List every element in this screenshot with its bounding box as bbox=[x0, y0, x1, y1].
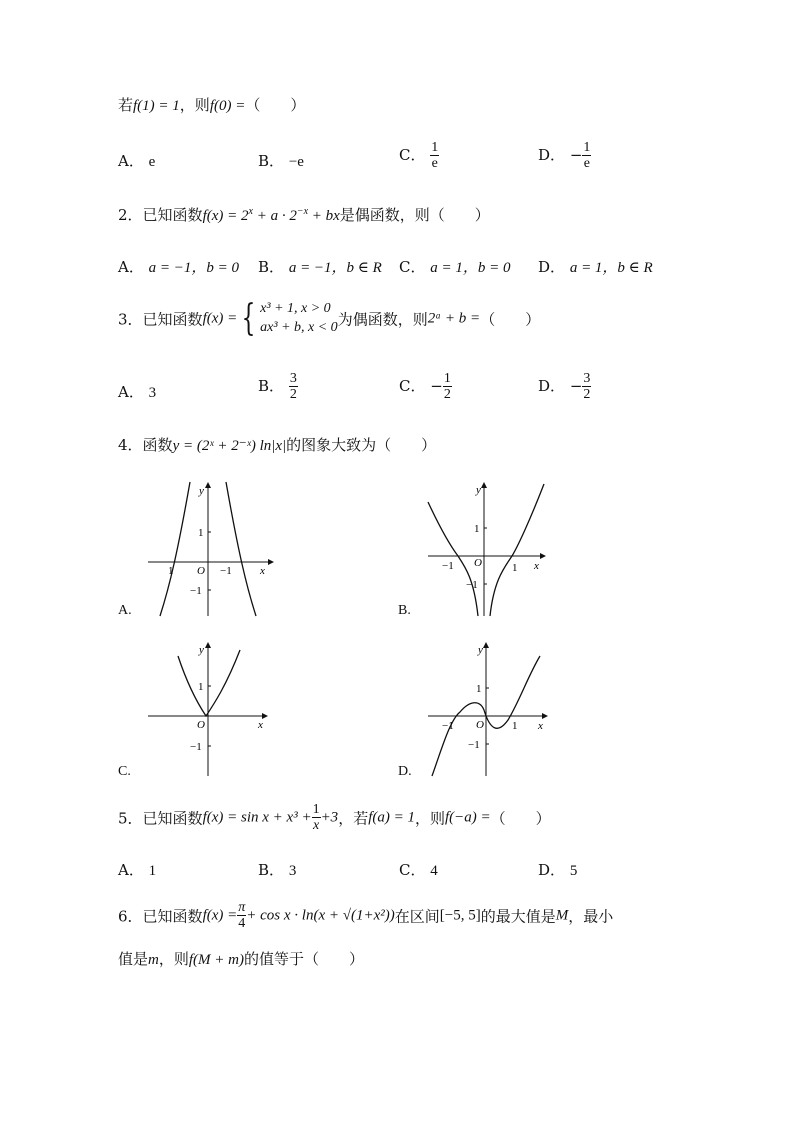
q3-stem-post: 为偶函数，则 bbox=[337, 310, 428, 329]
y-axis-arrow-icon bbox=[483, 642, 489, 648]
fraction-num: 1 bbox=[443, 371, 451, 386]
q5-option-a[interactable] bbox=[118, 859, 156, 880]
x-axis-arrow-icon bbox=[262, 713, 268, 719]
option-text: 3 bbox=[288, 863, 297, 879]
q6-min-symbol: m bbox=[148, 952, 159, 968]
fraction-num: 1 bbox=[431, 140, 439, 155]
x-tick-label: 1 bbox=[512, 562, 518, 574]
y-axis-arrow-icon bbox=[205, 482, 211, 488]
q2-exp2: −x bbox=[296, 206, 309, 217]
q5-paren: （ ） bbox=[490, 809, 551, 828]
q6-line2-post: 的值等于（ ） bbox=[243, 950, 364, 968]
q5-func-tail: +3 bbox=[320, 809, 339, 826]
q5-option-c[interactable] bbox=[399, 859, 438, 880]
y-axis-label: y bbox=[199, 485, 204, 497]
q1-stem bbox=[118, 94, 305, 115]
option-text: a = −1，b ∈ R bbox=[288, 260, 382, 276]
option-text: a = 1，b ∈ R bbox=[569, 260, 653, 276]
y-tick-label: −1 bbox=[466, 579, 478, 591]
q5-option-b[interactable] bbox=[258, 859, 296, 880]
y-axis-arrow-icon bbox=[205, 642, 211, 648]
option-sign: − bbox=[430, 376, 443, 395]
x-axis-label: x bbox=[534, 560, 539, 572]
brace-icon: { bbox=[241, 297, 256, 339]
q1-stem-mid: ，则 bbox=[179, 96, 210, 114]
y-tick-label: 1 bbox=[198, 527, 204, 539]
q3-paren: （ ） bbox=[480, 310, 541, 329]
q6-interval: [−5, 5] bbox=[439, 907, 481, 924]
q3-func: f(x) = bbox=[202, 310, 238, 327]
y-tick-label: −1 bbox=[468, 739, 480, 751]
x-axis-arrow-icon bbox=[268, 559, 274, 565]
q4-graph-d[interactable] bbox=[420, 640, 555, 780]
q1-option-c[interactable] bbox=[399, 140, 439, 172]
q3-option-b[interactable] bbox=[258, 371, 298, 403]
q4-stem bbox=[118, 434, 436, 455]
option-text: 3 bbox=[148, 385, 157, 401]
q6-max-symbol: M bbox=[555, 907, 569, 924]
q5-number: 5． bbox=[118, 809, 143, 828]
q6-stem-line2 bbox=[118, 948, 364, 969]
option-label: C． bbox=[399, 258, 426, 276]
q4-graph-a[interactable] bbox=[140, 480, 275, 620]
origin-label: O bbox=[197, 565, 205, 577]
q6-func: f(x) = bbox=[202, 907, 238, 924]
q2-func-tail: + bx bbox=[308, 208, 340, 224]
fraction-den: x bbox=[312, 818, 320, 834]
q2-option-d[interactable] bbox=[538, 256, 653, 277]
fraction bbox=[430, 140, 439, 172]
q6-number: 6． bbox=[118, 907, 143, 926]
q1-option-a[interactable] bbox=[118, 150, 155, 171]
q5-stem bbox=[118, 802, 551, 834]
fraction-den: 2 bbox=[443, 387, 451, 403]
fraction-num: 1 bbox=[312, 802, 320, 817]
q2-exp1: x bbox=[248, 206, 253, 217]
q6-ask: f(M + m) bbox=[188, 952, 244, 968]
q4-graph-c[interactable] bbox=[140, 640, 275, 780]
origin-label: O bbox=[197, 719, 205, 731]
option-label: A． bbox=[118, 861, 144, 879]
q4-graph-c-label[interactable]: C. bbox=[118, 764, 131, 779]
q3-stem bbox=[118, 297, 541, 339]
y-axis-label: y bbox=[478, 644, 483, 656]
q5-ask: f(−a) = bbox=[445, 809, 491, 826]
curve-left bbox=[428, 502, 478, 616]
fraction bbox=[312, 802, 321, 834]
q4-graph-a-label[interactable]: A. bbox=[118, 603, 132, 618]
fraction bbox=[443, 371, 452, 403]
option-label: D． bbox=[538, 145, 566, 164]
q5-stem-pre: 已知函数 bbox=[142, 809, 203, 828]
q1-option-d[interactable] bbox=[538, 140, 591, 172]
x-tick-label: −1 bbox=[442, 560, 454, 572]
q6-func-tail: + cos x · ln(x + √(1+x²)) bbox=[246, 907, 395, 924]
q6-stem-pre: 已知函数 bbox=[142, 907, 203, 926]
q2-option-c[interactable] bbox=[399, 256, 511, 277]
y-tick-label: 1 bbox=[474, 523, 480, 535]
fraction bbox=[582, 140, 591, 172]
q6-stem-mid2: 的最大值是 bbox=[480, 907, 556, 926]
option-label: B． bbox=[258, 376, 285, 395]
q2-func-mid: + a · 2 bbox=[252, 208, 297, 224]
q2-option-b[interactable] bbox=[258, 256, 382, 277]
q5-stem-mid: ，若 bbox=[338, 809, 369, 828]
fraction-num: 3 bbox=[289, 371, 297, 386]
q6-line2-pre: 值是 bbox=[118, 950, 149, 968]
q1-option-b[interactable] bbox=[258, 150, 304, 171]
option-label: A． bbox=[118, 258, 144, 276]
q5-condition: f(a) = 1 bbox=[368, 809, 415, 826]
x-axis-label: x bbox=[260, 565, 265, 577]
fraction-den: 2 bbox=[289, 387, 297, 403]
y-axis-label: y bbox=[199, 644, 204, 656]
origin-label: O bbox=[476, 719, 484, 731]
q3-ask: 2ᵃ + b = bbox=[427, 310, 481, 327]
x-tick-label: −1 bbox=[220, 565, 232, 577]
option-label: B． bbox=[258, 152, 285, 170]
origin-label: O bbox=[474, 557, 482, 569]
y-tick-label: −1 bbox=[190, 741, 202, 753]
option-sign: − bbox=[569, 145, 583, 164]
fraction-num: 3 bbox=[583, 371, 591, 386]
q3-case2: ax³ + b, x < 0 bbox=[260, 319, 338, 335]
q5-func: f(x) = sin x + x³ + bbox=[202, 809, 312, 826]
option-text: a = 1，b = 0 bbox=[430, 260, 511, 276]
x-axis-arrow-icon bbox=[542, 713, 548, 719]
q3-piecewise bbox=[260, 300, 338, 338]
q1-paren: （ ） bbox=[245, 96, 306, 114]
y-axis-arrow-icon bbox=[481, 482, 487, 488]
q2-stem bbox=[118, 204, 490, 225]
q3-case1: x³ + 1, x > 0 bbox=[260, 301, 331, 316]
option-label: C． bbox=[399, 376, 426, 395]
q6-line2-mid: ，则 bbox=[158, 950, 189, 968]
option-text: 5 bbox=[569, 863, 578, 879]
q2-number: 2． bbox=[118, 206, 143, 224]
option-text: e bbox=[148, 154, 156, 170]
option-text: a = −1，b = 0 bbox=[148, 260, 239, 276]
fraction bbox=[289, 371, 298, 403]
fraction bbox=[237, 900, 246, 932]
q3-option-c[interactable] bbox=[399, 371, 452, 403]
option-label: A． bbox=[118, 383, 144, 401]
q4-stem-pre: 函数 bbox=[142, 436, 173, 454]
q2-stem-pre: 已知函数 bbox=[142, 206, 203, 224]
fraction-den: e bbox=[583, 156, 590, 172]
curve bbox=[178, 650, 240, 716]
y-tick-label: −1 bbox=[190, 585, 202, 597]
fraction-den: e bbox=[431, 156, 438, 172]
curve-right bbox=[226, 482, 256, 616]
option-text: −e bbox=[288, 154, 304, 170]
q1-ask: f(0) = bbox=[209, 98, 246, 114]
q4-graph-d-label[interactable]: D. bbox=[398, 764, 412, 779]
curve-left bbox=[160, 482, 190, 616]
fraction-num: π bbox=[238, 900, 246, 915]
y-axis-label: y bbox=[476, 484, 481, 496]
q1-condition: f(1) = 1 bbox=[133, 98, 180, 114]
q6-stem-end: ，最小 bbox=[568, 907, 614, 926]
y-tick-label: 1 bbox=[198, 681, 204, 693]
option-label: D． bbox=[538, 376, 566, 395]
q4-stem-post: 的图象大致为（ ） bbox=[286, 436, 437, 454]
q5-stem-mid2: ，则 bbox=[414, 809, 445, 828]
x-tick-label: 1 bbox=[168, 565, 174, 577]
fraction-den: 2 bbox=[583, 387, 591, 403]
option-label: B． bbox=[258, 861, 285, 879]
q3-stem-pre: 已知函数 bbox=[142, 310, 203, 329]
fraction bbox=[582, 371, 591, 403]
option-text: 1 bbox=[148, 863, 157, 879]
q4-graph-b-label[interactable]: B. bbox=[398, 603, 411, 618]
option-text: 4 bbox=[430, 863, 438, 879]
q2-option-a[interactable] bbox=[118, 256, 239, 277]
option-label: A． bbox=[118, 152, 144, 170]
fraction-den: 4 bbox=[238, 916, 246, 932]
q2-func: f(x) = 2 bbox=[202, 208, 249, 224]
option-label: D． bbox=[538, 861, 566, 879]
option-sign: − bbox=[569, 376, 583, 395]
q3-option-d[interactable] bbox=[538, 371, 591, 403]
x-tick-label: 1 bbox=[512, 720, 518, 732]
q1-stem-pre: 若 bbox=[118, 96, 134, 114]
q4-func: y = (2ˣ + 2⁻ˣ) ln|x| bbox=[172, 438, 287, 454]
q2-stem-post: 是偶函数，则（ ） bbox=[339, 206, 490, 224]
x-axis-arrow-icon bbox=[540, 553, 546, 559]
curve-right bbox=[490, 484, 544, 616]
x-axis-label: x bbox=[538, 720, 543, 732]
option-label: D． bbox=[538, 258, 566, 276]
fraction-num: 1 bbox=[583, 140, 591, 155]
x-tick-label: −1 bbox=[442, 720, 454, 732]
q5-option-d[interactable] bbox=[538, 859, 577, 880]
q6-stem-mid: 在区间 bbox=[394, 907, 440, 926]
option-label: B． bbox=[258, 258, 285, 276]
x-axis-label: x bbox=[258, 719, 263, 731]
option-label: C． bbox=[399, 145, 426, 164]
q3-option-a[interactable] bbox=[118, 381, 156, 402]
option-label: C． bbox=[399, 861, 426, 879]
y-tick-label: 1 bbox=[476, 683, 482, 695]
q4-graph-b[interactable] bbox=[420, 480, 555, 620]
q6-stem bbox=[118, 900, 613, 932]
q3-number: 3． bbox=[118, 310, 143, 329]
q4-number: 4． bbox=[118, 436, 143, 454]
